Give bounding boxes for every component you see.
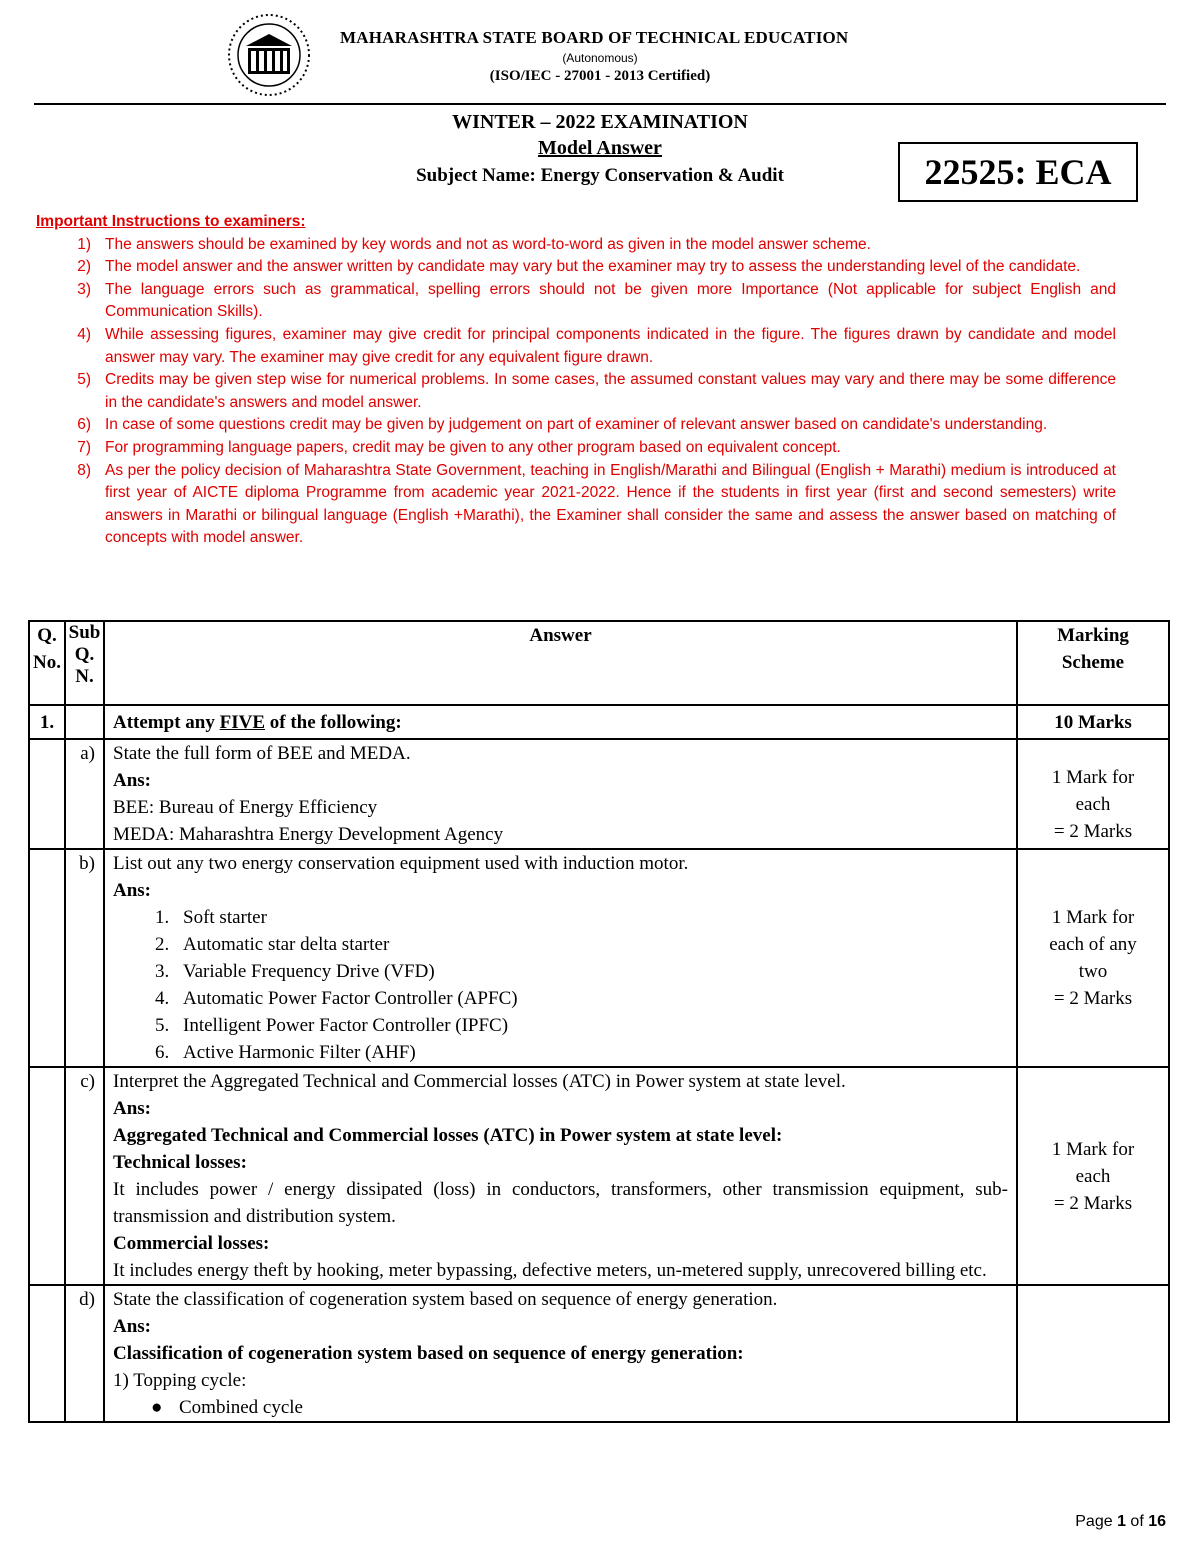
page-footer: Page 1 of 16 — [1075, 1513, 1166, 1530]
subject-name: Subject Name: Energy Conservation & Audit — [416, 165, 784, 186]
answer-header: Answer — [104, 621, 1017, 705]
instruction-item: 8) As per the policy decision of Maharashtra State Government, teaching in English/Marathi and Bilingual (English + Marathi) medium is introduced at first year of AICTE diploma Programme from academic year 2021-2022. Hence if the students in first year (first and second semesters) write answers in Marathi or bilingual language (English +Marathi), the Examiner shall consider the same and assess the answer based on matching of concepts with model answer. — [77, 461, 1116, 547]
instruction-item: 7) For programming language papers, credit may be given to any other program based on equivalent concept. — [77, 438, 841, 456]
table-row — [29, 1285, 1169, 1422]
qno-cell — [29, 739, 65, 849]
table-row — [29, 705, 1169, 739]
subq-cell — [65, 705, 104, 739]
marking-cell: 1 Mark for each = 2 Marks — [1017, 1067, 1169, 1285]
equipment-list — [113, 904, 1008, 1066]
subq-label: d) — [65, 1285, 104, 1422]
table-header-row — [29, 621, 1169, 705]
marking-cell — [1017, 1285, 1169, 1422]
total-marks: 10 Marks — [1017, 705, 1169, 739]
instruction-item: 2) The model answer and the answer written by candidate may vary but the examiner may try to assess the understanding level of the candidate. — [77, 258, 1081, 276]
autonomous-label: (Autonomous) — [562, 51, 638, 65]
answer-cell: State the full form of BEE and MEDA. Ans: BEE: Bureau of Energy Efficiency MEDA: Maharashtra Energy Development Agency — [104, 739, 1017, 849]
header-divider — [34, 103, 1166, 105]
answer-cell: State the classification of cogeneration system based on sequence of energy generation. Ans: Classification of cogeneration system based on sequence of energy generation: 1) Topping cycle: ● Combined cycle — [104, 1285, 1017, 1422]
instructions-title: Important Instructions to examiners: — [36, 213, 306, 230]
table-row — [29, 739, 1169, 849]
instruction-item: 4) While assessing figures, examiner may give credit for principal components indicated in the figure. The figures drawn by candidate and model answer may vary. The examiner may give credit for any equivalent figure drawn. — [77, 325, 1116, 366]
instruction-item: 6) In case of some questions credit may be given by judgement on part of examiner of relevant answer based on candidate's understanding. — [77, 416, 1048, 434]
subq-label: b) — [65, 849, 104, 1067]
instruction-item: 5) Credits may be given step wise for numerical problems. In some cases, the assumed constant values may vary and there may be some difference in the candidate's answers and model answer. — [77, 371, 1116, 411]
answer-table — [28, 620, 1170, 1423]
list-item: 3. Variable Frequency Drive (VFD) — [155, 961, 435, 982]
table-row — [29, 849, 1169, 1067]
question-title: Attempt any FIVE of the following: — [104, 705, 1017, 739]
examiner-instructions — [36, 211, 1116, 550]
list-item: 6. Active Harmonic Filter (AHF) — [155, 1042, 416, 1063]
subq-label: c) — [65, 1067, 104, 1285]
subq-label: a) — [65, 739, 104, 849]
answer-cell: List out any two energy conservation equipment used with induction motor. Ans: 1. Soft starter 2. Automatic star delta starter 3. Variable Frequency Drive (VFD) 4. Automatic Power Factor Controller (APFC) 5. Intelligent Power Factor Controller (IPFC) 6. Active Harmonic Filter (AHF) — [104, 849, 1017, 1067]
list-item: 2. Automatic star delta starter — [155, 934, 390, 955]
subq-header: Sub Q. N. — [65, 621, 104, 705]
bullet-icon: ● — [151, 1397, 163, 1418]
answer-cell: Interpret the Aggregated Technical and Commercial losses (ATC) in Power system at state level. Ans: Aggregated Technical and Commercial losses (ATC) in Power system at state level: Technical losses: It includes power / energy dissipated (loss) in conductors, transformers, other transmission equipment, sub-transmission and distribution system. Commercial losses: It includes energy theft by hooking, meter bypassing, defective meters, un-metered supply, unrecovered billing etc. — [104, 1067, 1017, 1285]
marking-cell: 1 Mark for each = 2 Marks — [1017, 739, 1169, 849]
model-answer-title: Model Answer — [538, 137, 662, 159]
instruction-item: 3) The language errors such as grammatical, spelling errors should not be given more Importance (Not applicable for subject English and Communication Skills). — [77, 280, 1116, 321]
qno-cell — [29, 1067, 65, 1285]
list-item: 1. Soft starter — [155, 907, 267, 928]
list-item: 4. Automatic Power Factor Controller (APFC) — [155, 988, 518, 1009]
instruction-item: 1) The answers should be examined by key words and not as word-to-word as given in the model answer scheme. — [77, 235, 871, 253]
table-row — [29, 1067, 1169, 1285]
qno-cell — [29, 1285, 65, 1422]
list-item: ● Combined cycle — [113, 1394, 1008, 1421]
qno-cell — [29, 849, 65, 1067]
board-name: MAHARASHTRA STATE BOARD OF TECHNICAL EDUCATION — [340, 28, 849, 47]
exam-title: WINTER – 2022 EXAMINATION — [452, 111, 748, 133]
list-item: 5. Intelligent Power Factor Controller (IPFC) — [155, 1015, 509, 1036]
marking-cell: 1 Mark for each of any two = 2 Marks — [1017, 849, 1169, 1067]
iso-certification: (ISO/IEC - 27001 - 2013 Certified) — [489, 68, 711, 84]
subject-code-box: 22525: ECA — [898, 142, 1138, 202]
marking-header: Marking Scheme — [1017, 621, 1169, 705]
qno-header: Q. No. — [29, 621, 65, 705]
question-number: 1. — [29, 705, 65, 739]
